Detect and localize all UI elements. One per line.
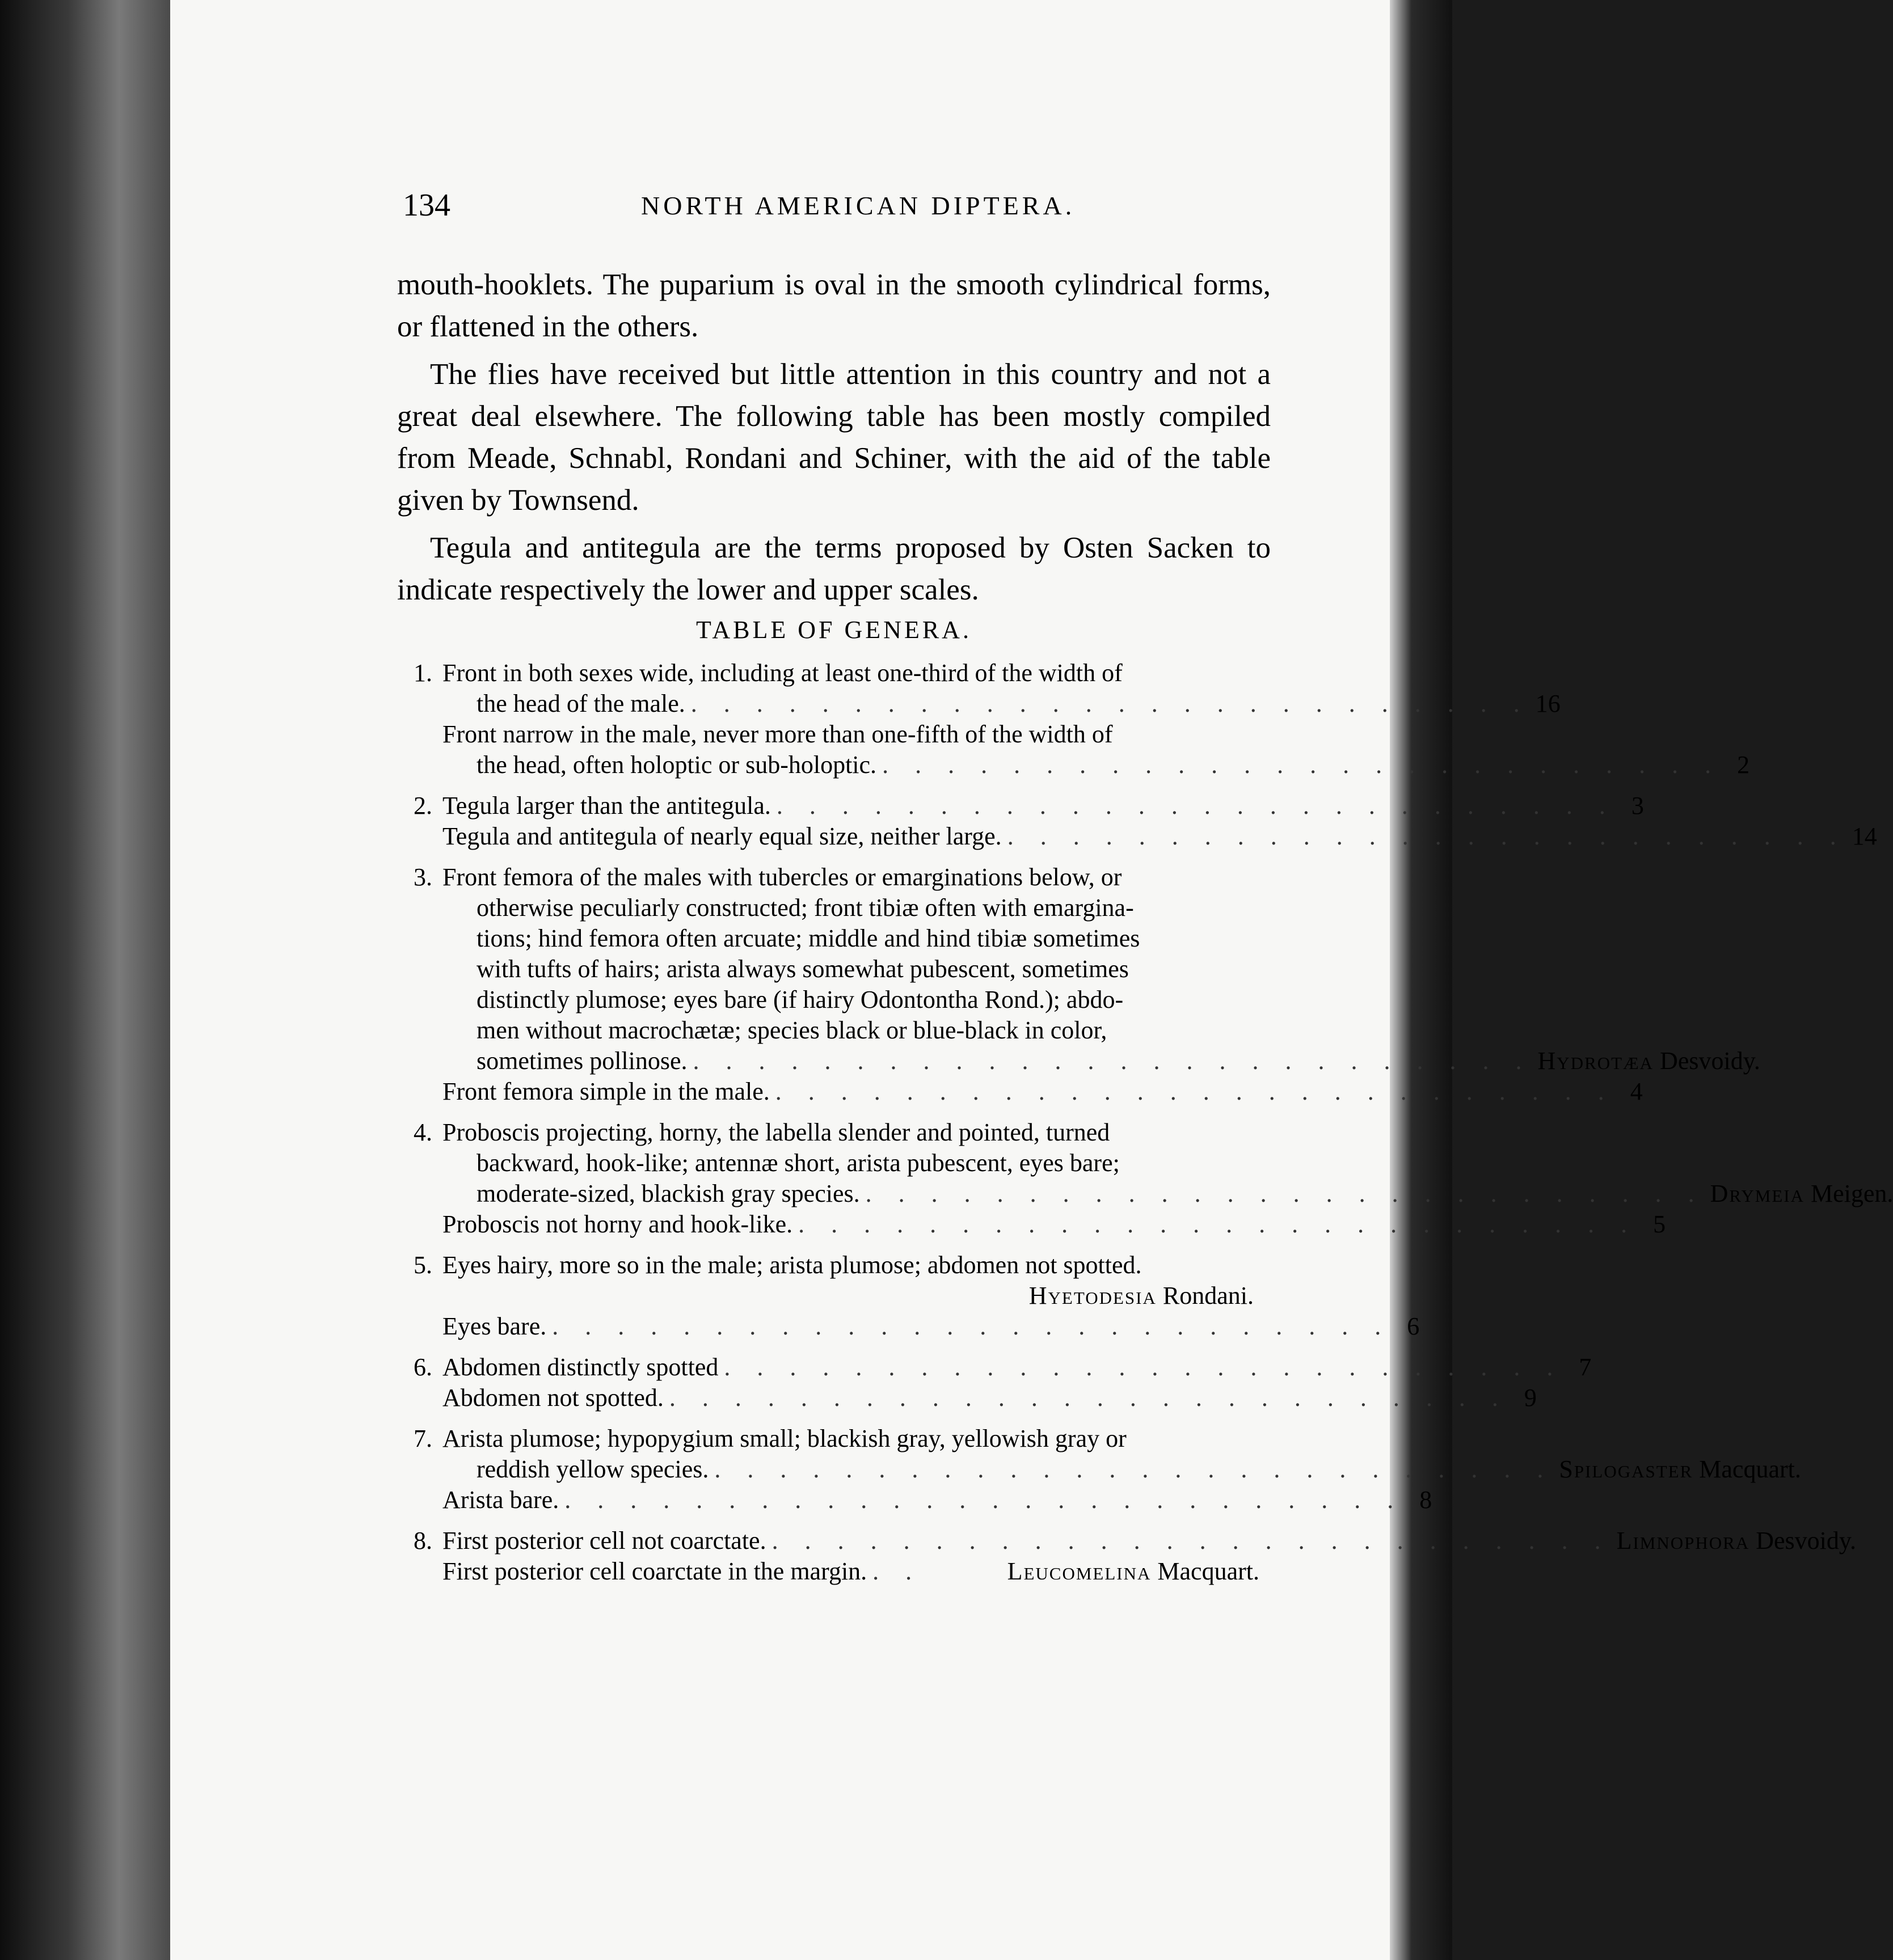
lead-4b: [397, 1209, 1666, 1240]
couplet-8: [397, 1526, 1857, 1587]
lead-text: the head of the male.: [477, 690, 685, 717]
lead-3b: [397, 1076, 1643, 1107]
couplet-number: 2.: [414, 792, 432, 820]
genus-name: [1617, 1526, 1856, 1556]
leader-dots: . . . . . . . . . . . . . . . . . . . . . . . . . .: [882, 751, 1722, 779]
lead-4a: [397, 1117, 1259, 1148]
lead-text: Abdomen not spotted.: [442, 1384, 664, 1412]
couplet-6: [397, 1352, 1592, 1413]
lead-text: sometimes pollinose.: [477, 1047, 688, 1075]
genus-author: Meigen.: [1810, 1180, 1893, 1207]
genus-name: [1007, 1556, 1259, 1587]
lead-text: Abdomen distinctly spotted: [442, 1353, 719, 1381]
lead-5a: [397, 1250, 1259, 1281]
lead-text: distinctly plumose; eyes bare (if hairy Odontontha Rond.); abdo-: [477, 986, 1124, 1013]
lead-2a-line: [442, 791, 1644, 821]
leader-dots: . . . . . . . . . . . . . . . . . . . . . . . . . .: [798, 1210, 1638, 1238]
lead-target: 16: [1535, 690, 1561, 717]
couplet-5: [397, 1250, 1420, 1342]
couplet-number: 8.: [414, 1527, 432, 1555]
lead-2a: [397, 791, 1644, 821]
lead-text: tions; hind femora often arcuate; middle and hind tibiæ sometimes: [477, 924, 1140, 952]
leader-dots: . . . . . . . . . . . . . . . . . . . . . . . . . .: [1007, 822, 1846, 850]
lead-8b: [397, 1556, 1259, 1587]
lead-text: First posterior cell not coarctate.: [442, 1527, 766, 1555]
genus: Limnophora: [1616, 1527, 1750, 1555]
genus-name: [1538, 1046, 1760, 1076]
lead-text: Front femora of the males with tubercles or emarginations below, or: [442, 863, 1122, 891]
lead-text: backward, hook-like; antennæ short, arista pubescent, eyes bare;: [477, 1149, 1120, 1177]
couplet-2: [397, 791, 1877, 852]
genera-key: [397, 658, 1893, 1597]
leader-dots: . . . . . . . . . . . . . . . . . . . . . . . . . .: [690, 690, 1530, 717]
leader-dots: . . . . . . . . . . . . . . . . . . . . . . . . . .: [564, 1486, 1404, 1514]
lead-text: Tegula larger than the antitegula.: [442, 792, 771, 820]
leader-dots: . . . . . . . . . . . . . . . . . . . . . . . . . .: [552, 1312, 1392, 1340]
genus-author: Desvoidy.: [1660, 1047, 1760, 1075]
lead-8a-line: [442, 1526, 1857, 1556]
leader-dots: . . . . . . . . . . . . . . . . . . . . . . . . . .: [771, 1527, 1611, 1555]
couplet-number: 1.: [414, 659, 432, 687]
genus: Spilogaster: [1559, 1455, 1693, 1483]
couplet-number: 7.: [414, 1425, 432, 1452]
lead-target: 8: [1419, 1486, 1432, 1514]
lead-text: Arista bare.: [442, 1486, 559, 1514]
couplet-4: [397, 1117, 1893, 1240]
leader-dots: . . . . . . . . . . . . . . . . . . . . . . . . . .: [714, 1455, 1554, 1483]
genus: Drymeia: [1710, 1180, 1805, 1207]
lead-7a-end: [397, 1454, 1801, 1485]
lead-text: Proboscis not horny and hook-like.: [442, 1210, 793, 1238]
lead-text: Eyes bare.: [442, 1312, 547, 1340]
lead-8a: [397, 1526, 1857, 1556]
leader-dots: . .: [872, 1557, 922, 1585]
couplet-7: [397, 1423, 1801, 1515]
leader-dots: . . . . . . . . . . . . . . . . . . . . . . . . . .: [775, 1078, 1614, 1105]
lead-target: 4: [1630, 1078, 1643, 1105]
genus-name: [397, 1281, 1259, 1311]
paragraph: mouth-hooklets. The puparium is oval in the smooth cylindrical forms, or flattened in the others.: [397, 268, 1271, 343]
lead-target: 2: [1737, 751, 1750, 779]
lead-target: 9: [1524, 1384, 1537, 1412]
genus-author: Macquart.: [1699, 1455, 1801, 1483]
leader-dots: . . . . . . . . . . . . . . . . . . . . . . . . . .: [776, 792, 1616, 820]
lead-text: Proboscis projecting, horny, the labella slender and pointed, turned: [442, 1118, 1110, 1146]
table-title: TABLE OF GENERA.: [696, 616, 972, 644]
lead-1b: [397, 719, 1259, 750]
running-title: NORTH AMERICAN DIPTERA.: [641, 191, 1076, 220]
couplet-number: 6.: [414, 1353, 432, 1381]
lead-target: 3: [1631, 792, 1644, 820]
genus-name: [1559, 1454, 1801, 1485]
genus: Hyetodesia: [1028, 1282, 1157, 1310]
couplet-number: 3.: [414, 863, 432, 891]
lead-text: men without macrochætæ; species black or blue-black in color,: [477, 1016, 1107, 1044]
lead-3a-end: [397, 1046, 1760, 1076]
page-number: 134: [403, 188, 450, 223]
lead-text: Front narrow in the male, never more than one-fifth of the width of: [442, 720, 1113, 748]
lead-6a: [397, 1352, 1592, 1383]
lead-text: reddish yellow species.: [477, 1455, 709, 1483]
leader-dots: . . . . . . . . . . . . . . . . . . . . . . . . . .: [865, 1180, 1705, 1207]
leader-dots: . . . . . . . . . . . . . . . . . . . . . . . . . .: [724, 1353, 1563, 1381]
genus-name: [1710, 1178, 1893, 1209]
couplet-number: 4.: [414, 1118, 432, 1146]
lead-6b: [397, 1383, 1537, 1413]
couplet-3: [397, 862, 1760, 1107]
lead-text: Tegula and antitegula of nearly equal size, neither large.: [442, 822, 1002, 850]
paragraph: Tegula and antitegula are the terms proposed by Osten Sacken to indicate respectively the lower and upper scales.: [397, 531, 1271, 606]
lead-text: otherwise peculiarly constructed; front tibiæ often with emargina-: [477, 894, 1134, 922]
lead-text: Eyes hairy, more so in the male; arista plumose; abdomen not spotted.: [442, 1251, 1142, 1279]
right-page-edge: [1390, 0, 1452, 1960]
leader-dots: . . . . . . . . . . . . . . . . . . . . . . . . . .: [669, 1384, 1508, 1412]
lead-text: moderate-sized, blackish gray species.: [477, 1180, 860, 1207]
genus-author: Desvoidy.: [1756, 1527, 1857, 1555]
lead-5b: [397, 1311, 1420, 1342]
lead-target: 14: [1852, 822, 1877, 850]
genus-author: Macquart.: [1157, 1557, 1259, 1585]
couplet-1: [397, 658, 1750, 780]
lead-7b: [397, 1485, 1432, 1515]
lead-target: 6: [1407, 1312, 1420, 1340]
lead-text: Front in both sexes wide, including at least one-third of the width of: [442, 659, 1123, 687]
lead-target: 5: [1653, 1210, 1666, 1238]
lead-1a-end: [397, 688, 1561, 719]
leader-dots: . . . . . . . . . . . . . . . . . . . . . . . . . .: [693, 1047, 1532, 1075]
lead-6a-line: [442, 1352, 1592, 1383]
body-text: [397, 264, 1271, 616]
couplet-number: 5.: [414, 1251, 432, 1279]
lead-2b: [397, 821, 1877, 852]
lead-target: 7: [1579, 1353, 1592, 1381]
running-head: [403, 187, 1225, 227]
lead-1b-end: [397, 750, 1750, 780]
genus: Hydrotæa: [1537, 1047, 1654, 1075]
left-page-edge: [0, 0, 170, 1960]
lead-7a: [397, 1423, 1259, 1454]
lead-text: Front femora simple in the male.: [442, 1078, 770, 1105]
paragraph: The flies have received but little attention in this country and not a great deal elsewhere. The following table has been mostly compiled from Meade, Schnabl, Rondani and Schiner, with the aid of the table given by Townsend.: [397, 358, 1271, 517]
lead-4a-end: [397, 1178, 1893, 1209]
lead-3a: [397, 862, 1259, 893]
genus-author: Rondani.: [1162, 1282, 1254, 1310]
lead-text: with tufts of hairs; arista always somewhat pubescent, sometimes: [477, 955, 1129, 983]
lead-text: Arista plumose; hypopygium small; blackish gray, yellowish gray or: [442, 1425, 1127, 1452]
lead-1a: [397, 658, 1259, 688]
lead-text: the head, often holoptic or sub-holoptic.: [477, 751, 877, 779]
lead-text: First posterior cell coarctate in the margin.: [442, 1557, 867, 1585]
genus: Leucomelina: [1007, 1557, 1152, 1585]
